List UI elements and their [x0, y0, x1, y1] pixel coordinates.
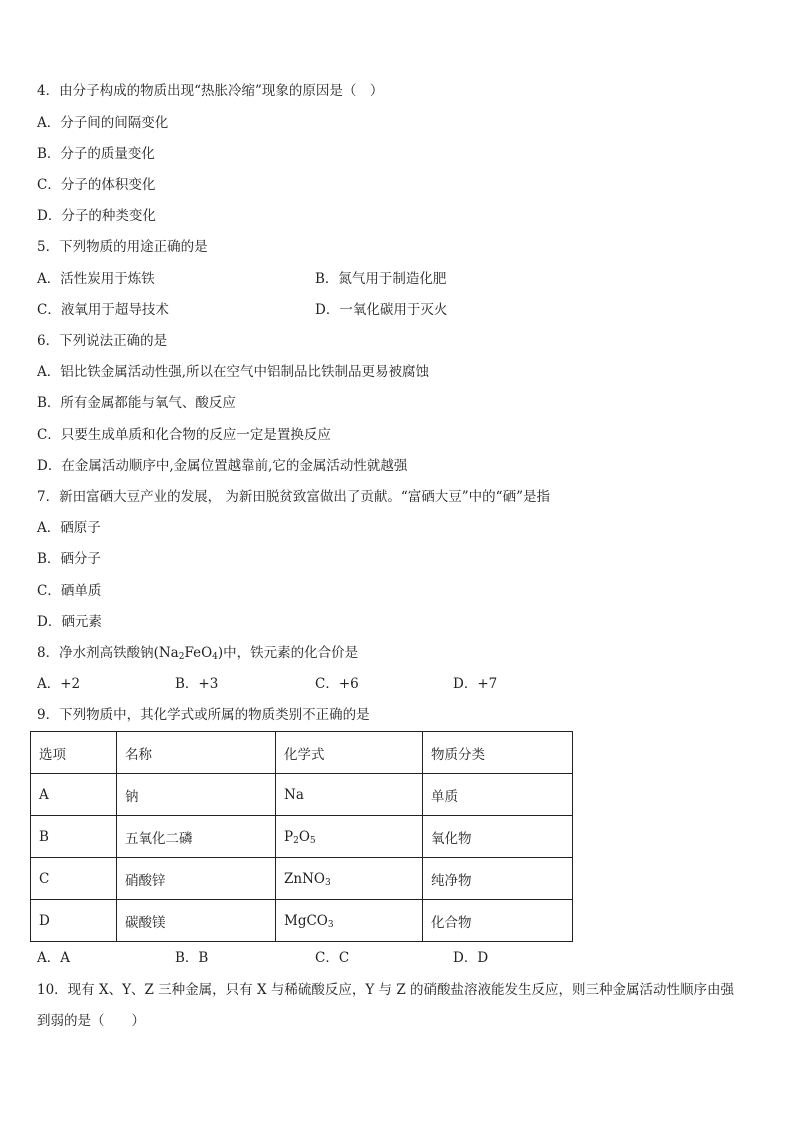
q8-stem-post: )中，铁元素的化合价是 — [217, 645, 359, 661]
q7-option-a: A．硒原子 — [37, 520, 101, 536]
q8-stem-sub1: 2 — [178, 652, 185, 662]
formula-part: MgCO — [284, 912, 328, 929]
cell-formula — [276, 816, 423, 858]
formula-subscript: 2 — [293, 835, 299, 846]
q5-option-c: C．液氧用于超导技术 — [37, 302, 169, 318]
q5-stem: 5．下列物质的用途正确的是 — [37, 239, 208, 255]
cell-formula — [276, 900, 423, 942]
cell-class: 氧化物 — [423, 816, 573, 858]
header-cell-name: 名称 — [117, 732, 276, 774]
cell-class: 纯净物 — [423, 858, 573, 900]
cell-option: B — [31, 816, 117, 858]
q4-option-d: D．分子的种类变化 — [37, 208, 156, 224]
q4-option-b: B．分子的质量变化 — [37, 146, 155, 162]
q9-option-a: A．A — [37, 950, 70, 966]
header-cell-option: 选项 — [31, 732, 117, 774]
q7-option-c: C．硒单质 — [37, 583, 102, 599]
q6-stem: 6．下列说法正确的是 — [37, 333, 168, 349]
cell-option: A — [31, 774, 117, 816]
q6-option-b: B．所有金属都能与氧气、酸反应 — [37, 395, 236, 411]
formula-subscript: 3 — [327, 919, 334, 930]
q5-option-d: D．一氧化碳用于灭火 — [315, 302, 448, 318]
q8-option-a: A．+2 — [37, 676, 81, 692]
q4-option-a: A．分子间的间隔变化 — [37, 115, 169, 131]
q9-table — [30, 731, 573, 942]
q8-option-b: B．+3 — [175, 676, 219, 692]
cell-formula — [276, 774, 423, 816]
q8-stem — [37, 644, 358, 662]
cell-name: 硝酸锌 — [117, 858, 276, 900]
formula-subscript: 3 — [324, 877, 331, 888]
formula-part: ZnNO — [284, 870, 325, 887]
q9-option-b: B．B — [175, 950, 209, 966]
q5-option-a: A．活性炭用于炼铁 — [37, 271, 155, 287]
cell-class: 化合物 — [423, 900, 573, 942]
formula-subscript: 5 — [309, 835, 316, 846]
q7-option-d: D．硒元素 — [37, 614, 102, 630]
formula-part: O — [298, 828, 310, 845]
q9-stem: 9．下列物质中，其化学式或所属的物质类别不正确的是 — [37, 707, 370, 723]
table-row — [31, 858, 573, 900]
header-cell-formula: 化学式 — [276, 732, 423, 774]
cell-name: 五氧化二磷 — [117, 816, 276, 858]
cell-option: D — [31, 900, 117, 942]
table-row — [31, 774, 573, 816]
q9-option-c: C．C — [315, 950, 350, 966]
q7-option-b: B．硒分子 — [37, 551, 101, 567]
cell-option: C — [31, 858, 117, 900]
cell-formula — [276, 858, 423, 900]
q4-stem: 4．由分子构成的物质出现“热胀冷缩”现象的原因是（ ） — [37, 83, 384, 99]
q5-option-b: B．氮气用于制造化肥 — [315, 271, 447, 287]
q8-stem-pre: 8．净水剂高铁酸钠(Na — [37, 645, 179, 661]
cell-name: 碳酸镁 — [117, 900, 276, 942]
q4-option-c: C．分子的体积变化 — [37, 177, 156, 193]
q8-stem-mid: FeO — [184, 645, 213, 661]
header-cell-class: 物质分类 — [423, 732, 573, 774]
q10-stem-line1: 10．现有 X、Y、Z 三种金属，只有 X 与稀硫酸反应，Y 与 Z 的硝酸盐溶液能发生反应，则三种金属活动性顺序由强 — [37, 982, 735, 998]
cell-class: 单质 — [423, 774, 573, 816]
q8-stem-sub2: 4 — [212, 652, 218, 662]
formula-part: Na — [284, 786, 304, 803]
formula-part: P — [284, 828, 294, 845]
q6-option-d: D．在金属活动顺序中,金属位置越靠前,它的金属活动性就越强 — [37, 458, 408, 474]
table-row — [31, 900, 573, 942]
q7-stem: 7．新田富硒大豆产业的发展， 为新田脱贫致富做出了贡献。“富硒大豆”中的“硒”是指 — [37, 489, 550, 505]
q6-option-c: C．只要生成单质和化合物的反应一定是置换反应 — [37, 427, 331, 443]
q10-stem-line2: 到弱的是（ ） — [37, 1013, 145, 1029]
table-header-row — [31, 732, 573, 774]
q6-option-a: A．铝比铁金属活动性强,所以在空气中铝制品比铁制品更易被腐蚀 — [37, 364, 430, 380]
cell-name: 钠 — [117, 774, 276, 816]
q8-option-d: D．+7 — [453, 676, 498, 692]
table-row — [31, 816, 573, 858]
q8-option-c: C．+6 — [315, 676, 359, 692]
q9-option-d: D．D — [453, 950, 489, 966]
